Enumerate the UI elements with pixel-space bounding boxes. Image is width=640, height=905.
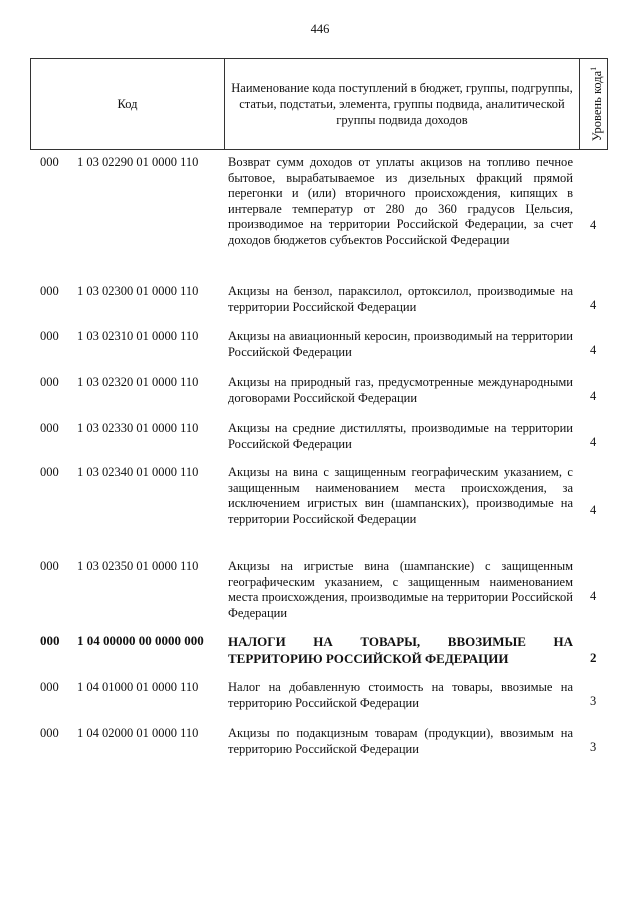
- row-adm-code: 000: [40, 559, 59, 573]
- row-code: 1 03 02340 01 0000 110: [77, 465, 199, 479]
- row-adm-code: 000: [40, 633, 60, 648]
- row-name: Акцизы на авиационный керосин, производимый на территории Российской Федерации: [228, 329, 573, 359]
- row-adm-code: 000: [40, 375, 59, 389]
- row-name: Акцизы по подакцизным товарам (продукции), ввозимым на территорию Российской Федерации: [228, 726, 573, 756]
- row-level: 3: [590, 694, 597, 708]
- table-header: [30, 58, 608, 150]
- row-adm-code: 000: [40, 726, 59, 740]
- row-name: Акцизы на игристые вина (шампанские) с защищенным географическим указанием, с защищенным наименованием места происхождения, производимые на территории Российской Федерации: [228, 559, 573, 620]
- row-code: 1 04 01000 01 0000 110: [77, 680, 199, 694]
- row-adm-code: 000: [40, 284, 59, 298]
- row-level: 4: [590, 503, 597, 517]
- row-code: 1 04 00000 00 0000 000: [77, 633, 204, 648]
- row-code: 1 03 02350 01 0000 110: [77, 559, 199, 573]
- row-level: 3: [590, 740, 597, 754]
- row-name: Акцизы на природный газ, предусмотренные международными договорами Российской Федерации: [228, 375, 573, 405]
- row-name: Налог на добавленную стоимость на товары, ввозимые на территорию Российской Федерации: [228, 680, 573, 710]
- row-level: 4: [590, 589, 597, 603]
- row-name: Акцизы на бензол, параксилол, ортоксилол, производимые на территории Российской Федерации: [228, 284, 573, 314]
- header-level-label: Уровень кода: [590, 70, 605, 142]
- header-code: Код: [117, 96, 138, 111]
- row-name: НАЛОГИ НА ТОВАРЫ, ВВОЗИМЫЕ НА ТЕРРИТОРИЮ РОССИЙСКОЙ ФЕДЕРАЦИИ: [228, 634, 573, 666]
- row-code: 1 03 02300 01 0000 110: [77, 284, 199, 298]
- row-level: 4: [590, 298, 597, 312]
- row-level: 4: [590, 343, 597, 357]
- row-code: 1 03 02290 01 0000 110: [77, 155, 199, 169]
- row-level: 4: [590, 435, 597, 449]
- row-name: Возврат сумм доходов от уплаты акцизов на топливо печное бытовое, вырабатываемое из дизельных фракций прямой перегонки и (или) вторичного происхождения, кипящих в интервале температур от 280 до 360 градусов Цельсия, производимое на территории Российской Федерации, за счет доходов бюджетов субъектов Российской Федерации: [228, 155, 573, 247]
- row-adm-code: 000: [40, 680, 59, 694]
- row-adm-code: 000: [40, 465, 59, 479]
- row-level: 4: [590, 218, 597, 232]
- row-adm-code: 000: [40, 329, 59, 343]
- header-level: [579, 59, 607, 149]
- page-number: 446: [310, 22, 330, 36]
- row-adm-code: 000: [40, 421, 59, 435]
- row-name: Акцизы на вина с защищенным географическим указанием, с защищенным наименованием места происхождения, за исключением игристых вин (шампанских), производимые на территории Российской Федерации: [228, 465, 573, 526]
- row-code: 1 03 02310 01 0000 110: [77, 329, 199, 343]
- row-code: 1 04 02000 01 0000 110: [77, 726, 199, 740]
- row-code: 1 03 02320 01 0000 110: [77, 375, 199, 389]
- row-code: 1 03 02330 01 0000 110: [77, 421, 199, 435]
- row-level: 2: [590, 650, 597, 665]
- row-adm-code: 000: [40, 155, 59, 169]
- row-level: 4: [590, 389, 597, 403]
- header-level-footnote: 1: [589, 66, 598, 71]
- row-name: Акцизы на средние дистилляты, производимые на территории Российской Федерации: [228, 421, 573, 451]
- header-name: Наименование кода поступлений в бюджет, группы, подгруппы, статьи, подстатьи, элемента, группы подвида, аналитической группы подвида доходов: [224, 59, 579, 149]
